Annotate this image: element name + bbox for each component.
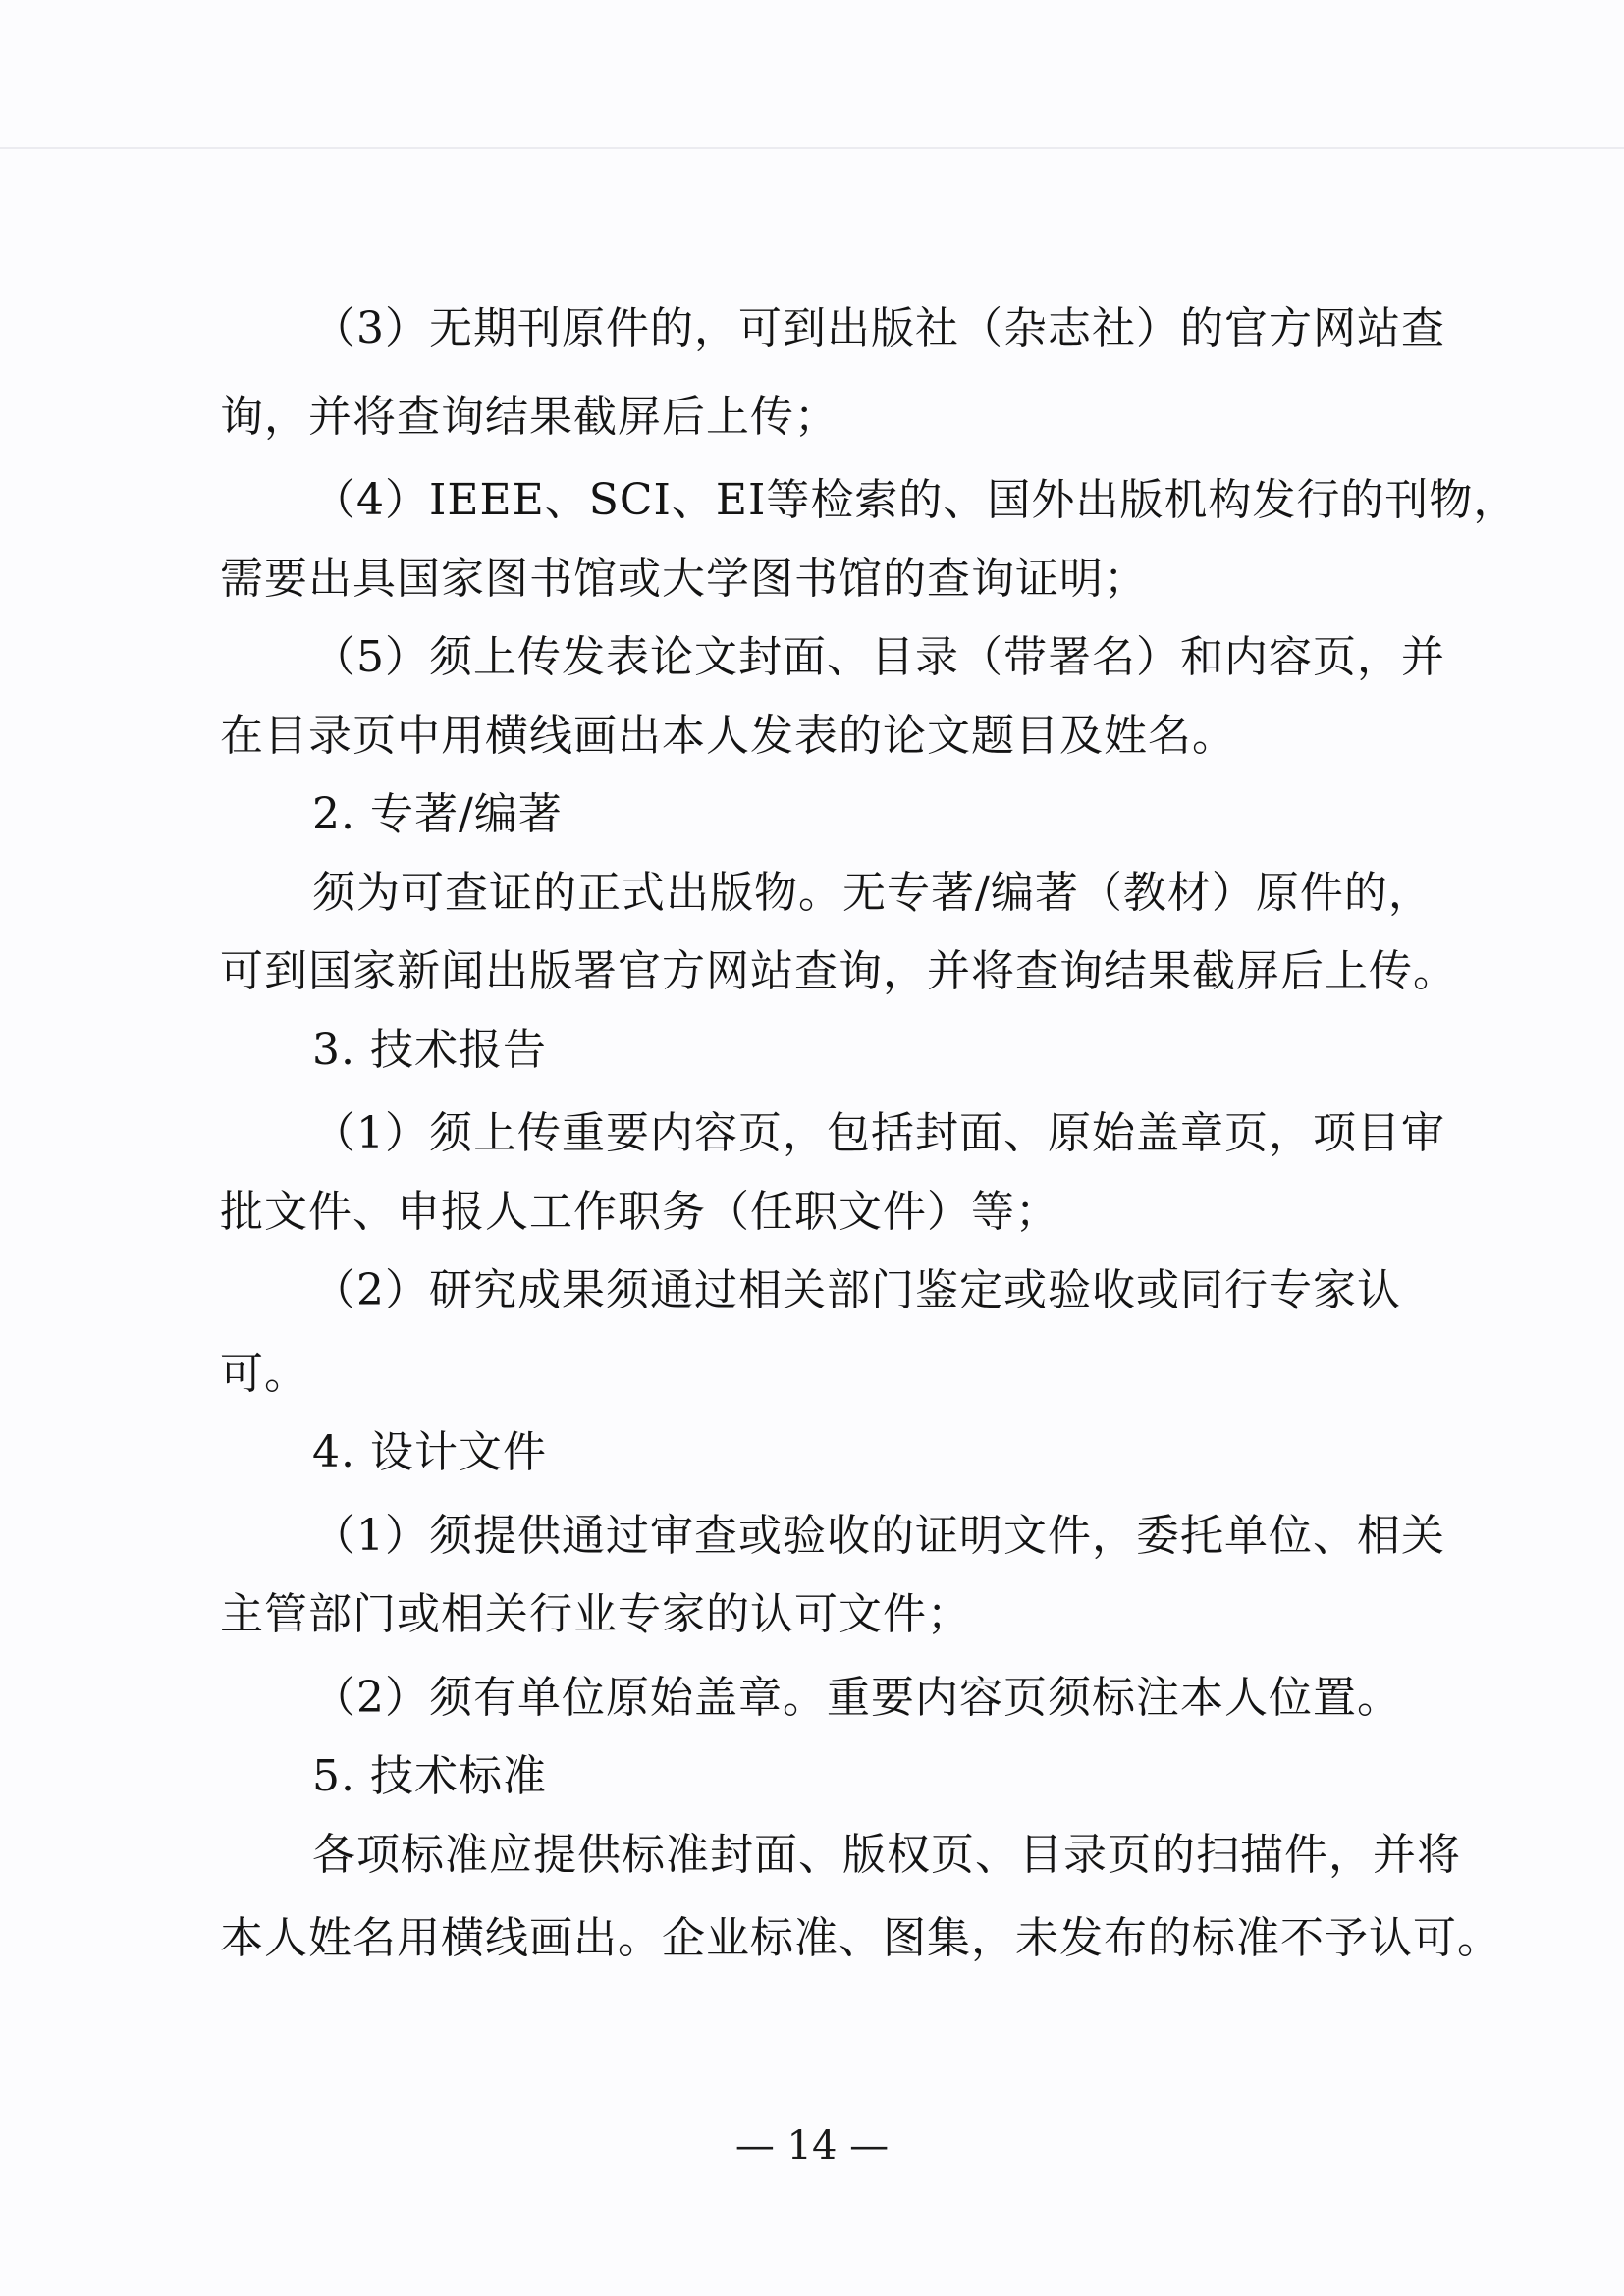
paragraph-line: （4）IEEE、SCI、EI等检索的、国外出版机构发行的刊物，	[312, 475, 1518, 525]
paragraph-line: 各项标准应提供标准封面、版权页、目录页的扫描件，并将	[312, 1830, 1461, 1880]
paragraph-line: 须为可查证的正式出版物。无专著/编著（教材）原件的，	[312, 868, 1433, 918]
paragraph-line: （3）无期刊原件的，可到出版社（杂志社）的官方网站查	[312, 303, 1445, 353]
scan-shadow-line	[0, 147, 1624, 149]
paragraph-line: 本人姓名用横线画出。企业标准、图集，未发布的标准不予认可。	[220, 1913, 1501, 1963]
paragraph-line: 主管部门或相关行业专家的认可文件；	[220, 1589, 971, 1639]
paragraph-line: 可到国家新闻出版署官方网站查询，并将查询结果截屏后上传。	[220, 946, 1457, 996]
paragraph-line: 需要出具国家图书馆或大学图书馆的查询证明；	[220, 554, 1148, 604]
paragraph-line: （2）研究成果须通过相关部门鉴定或验收或同行专家认	[312, 1265, 1401, 1315]
paragraph-line: （5）须上传发表论文封面、目录（带署名）和内容页，并	[312, 632, 1445, 682]
paragraph-line: （1）须提供通过审查或验收的证明文件，委托单位、相关	[312, 1511, 1445, 1561]
section-heading: 4. 设计文件	[312, 1427, 547, 1477]
paragraph-line: 询，并将查询结果截屏后上传；	[220, 392, 839, 442]
paragraph-line: 批文件、申报人工作职务（任职文件）等；	[220, 1187, 1059, 1237]
section-heading: 5. 技术标准	[312, 1751, 547, 1801]
paragraph-line: （1）须上传重要内容页，包括封面、原始盖章页，项目审	[312, 1108, 1445, 1158]
section-heading: 2. 专著/编著	[312, 789, 563, 839]
paragraph-line: （2）须有单位原始盖章。重要内容页须标注本人位置。	[312, 1673, 1401, 1723]
paragraph-line: 可。	[220, 1349, 308, 1399]
section-heading: 3. 技术报告	[312, 1025, 547, 1075]
page-number: — 14 —	[734, 2123, 890, 2168]
paragraph-line: 在目录页中用横线画出本人发表的论文题目及姓名。	[220, 711, 1236, 761]
